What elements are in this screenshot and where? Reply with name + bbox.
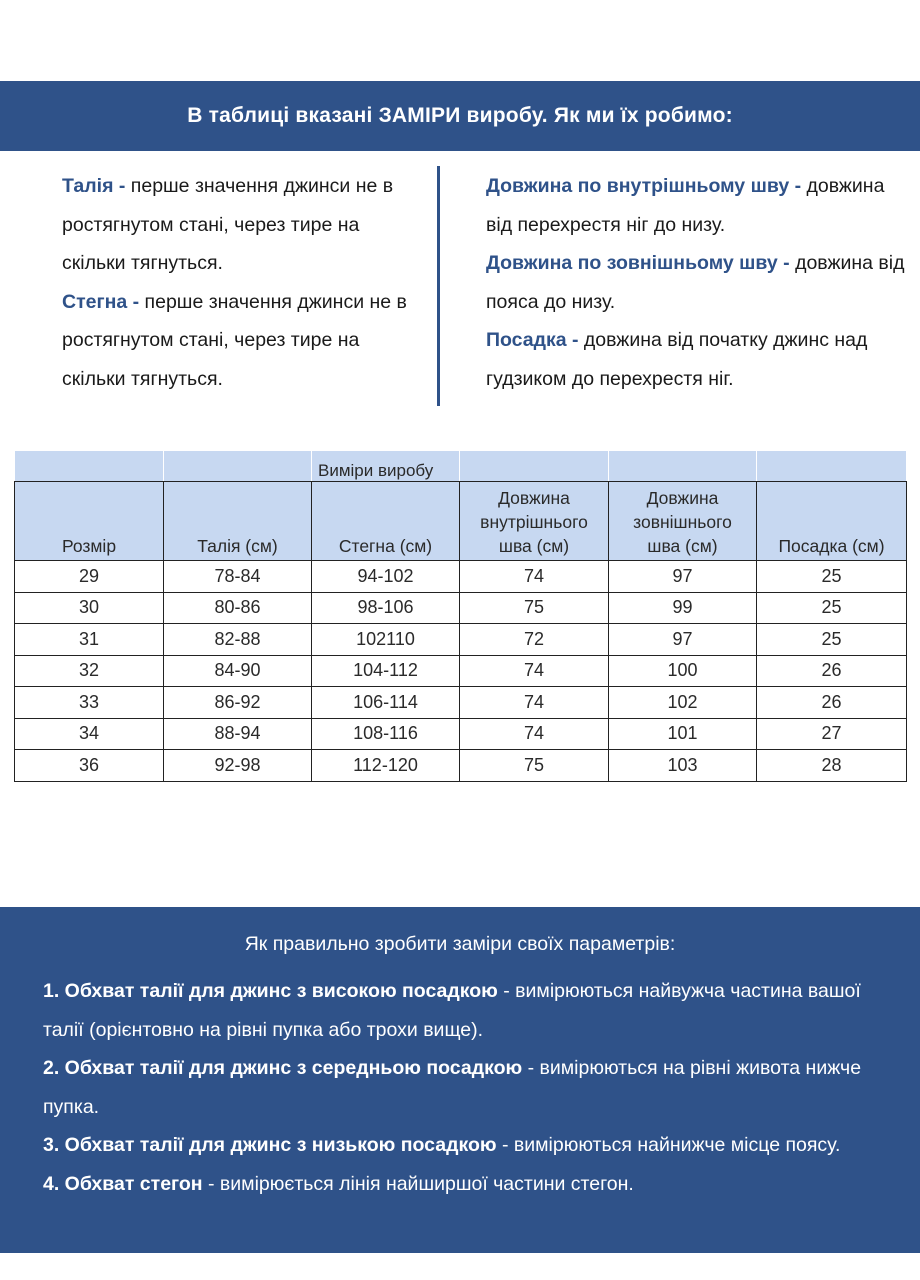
- table-cell: 72: [460, 624, 609, 656]
- definition-waist: [62, 167, 424, 283]
- table-cell: 112-120: [312, 750, 460, 782]
- table-cell: 74: [460, 687, 609, 719]
- banner-title: В таблиці вказані ЗАМІРИ виробу. Як ми їх робимо:: [187, 104, 733, 127]
- definition-text: довжина від перехрестя ніг до низу.: [486, 175, 885, 236]
- column-header-size: Розмір: [15, 482, 164, 561]
- table-cell: 86-92: [164, 687, 312, 719]
- table-cell: 92-98: [164, 750, 312, 782]
- column-header-outseam: Довжина зовнішнього шва (см): [609, 482, 757, 561]
- table-row: [15, 687, 907, 719]
- instructions-list: [43, 972, 893, 1203]
- column-header-hips: Стегна (см): [312, 482, 460, 561]
- definition-hips: [62, 283, 424, 399]
- table-cell: 34: [15, 718, 164, 750]
- table-cell: 25: [757, 592, 907, 624]
- table-cell: 94-102: [312, 561, 460, 593]
- table-cell: 33: [15, 687, 164, 719]
- table-row: [15, 750, 907, 782]
- table-cell: 102: [609, 687, 757, 719]
- instruction-item: [43, 1049, 893, 1126]
- table-cell: 80-86: [164, 592, 312, 624]
- table-group-header-row: [15, 451, 907, 482]
- table-cell: 36: [15, 750, 164, 782]
- column-header-waist: Талія (см): [164, 482, 312, 561]
- column-header-rise: Посадка (см): [757, 482, 907, 561]
- table-row: [15, 592, 907, 624]
- column-divider: [437, 166, 440, 406]
- instruction-heading: 2. Обхват талії для джинс з середньою посадкою: [43, 1057, 523, 1079]
- table-cell: 97: [609, 561, 757, 593]
- definition-rise: [486, 321, 906, 398]
- table-row: [15, 655, 907, 687]
- instructions-panel: [0, 907, 920, 1253]
- table-header-cell: [164, 451, 312, 482]
- definition-text: перше значення джинси не в ростягнутом стані, через тире на скільки тягнуться.: [62, 175, 394, 274]
- table-cell: 98-106: [312, 592, 460, 624]
- table-cell: 99: [609, 592, 757, 624]
- definition-inseam: [486, 167, 906, 244]
- table-column-header-row: [15, 482, 907, 561]
- instruction-text: - вимірюються на рівні живота нижче пупка.: [43, 1057, 862, 1118]
- table-cell: 74: [460, 561, 609, 593]
- definition-term: Посадка -: [486, 329, 579, 351]
- table-cell: 108-116: [312, 718, 460, 750]
- table-cell: 97: [609, 624, 757, 656]
- table-cell: 74: [460, 655, 609, 687]
- table-header-cell: [460, 451, 609, 482]
- instructions-title: Як правильно зробити заміри своїх параметрів:: [244, 933, 676, 955]
- table-cell: 74: [460, 718, 609, 750]
- table-cell: 75: [460, 592, 609, 624]
- table-cell: 82-88: [164, 624, 312, 656]
- table-cell: 103: [609, 750, 757, 782]
- table-row: [15, 561, 907, 593]
- header-banner: [0, 81, 920, 151]
- instruction-text: - вимірюється лінія найширшої частини стегон.: [202, 1172, 634, 1195]
- definition-term: Талія -: [62, 175, 126, 197]
- table-cell: 28: [757, 750, 907, 782]
- table-cell: 84-90: [164, 655, 312, 687]
- column-header-inseam: Довжина внутрішнього шва (см): [460, 482, 609, 561]
- table-cell: 29: [15, 561, 164, 593]
- definition-text: перше значення джинси не в ростягнутом стані, через тире на скільки тягнуться.: [62, 290, 407, 390]
- instruction-text: - вимірюються найнижче місце поясу.: [496, 1134, 841, 1156]
- table-cell: 31: [15, 624, 164, 656]
- table-cell: 88-94: [164, 718, 312, 750]
- table-cell: 101: [609, 718, 757, 750]
- instruction-heading: 3. Обхват талії для джинс з низькою посадкою: [43, 1134, 497, 1156]
- instruction-item: [43, 972, 893, 1049]
- table-row: [15, 718, 907, 750]
- definition-outseam: [486, 244, 906, 321]
- table-cell: 25: [757, 624, 907, 656]
- table-row: [15, 624, 907, 656]
- table-cell: 78-84: [164, 561, 312, 593]
- instruction-heading: 1. Обхват талії для джинс з високою посадкою: [43, 980, 498, 1002]
- table-cell: 75: [460, 750, 609, 782]
- table-header-cell: [609, 451, 757, 482]
- definition-term: Стегна -: [62, 290, 140, 313]
- definition-text: довжина від пояса до низу.: [486, 252, 905, 313]
- instruction-heading: 4. Обхват стегон: [43, 1172, 203, 1195]
- table-header-cell: [15, 451, 164, 482]
- table-cell: 100: [609, 655, 757, 687]
- table-cell: 102110: [312, 624, 460, 656]
- table-cell: 26: [757, 655, 907, 687]
- definition-term: Довжина по зовнішньому шву -: [486, 252, 790, 274]
- instruction-text: - вимірюються найвужча частина вашої талії (орієнтовно на рівні пупка або трохи вище).: [43, 980, 861, 1041]
- table-cell: 27: [757, 718, 907, 750]
- table-cell: 30: [15, 592, 164, 624]
- definitions-right: [486, 167, 906, 398]
- instruction-item: [43, 1165, 893, 1204]
- definition-term: Довжина по внутрішньому шву -: [486, 175, 802, 197]
- table-cell: 25: [757, 561, 907, 593]
- table-group-header: Виміри виробу: [312, 451, 460, 482]
- table-header-cell: [757, 451, 907, 482]
- definition-text: довжина від початку джинс над гудзиком до перехрестя ніг.: [486, 329, 868, 390]
- definitions-left: [62, 167, 424, 398]
- size-table: [14, 450, 907, 782]
- table-cell: 32: [15, 655, 164, 687]
- table-cell: 106-114: [312, 687, 460, 719]
- table-cell: 104-112: [312, 655, 460, 687]
- instruction-item: [43, 1126, 893, 1165]
- table-cell: 26: [757, 687, 907, 719]
